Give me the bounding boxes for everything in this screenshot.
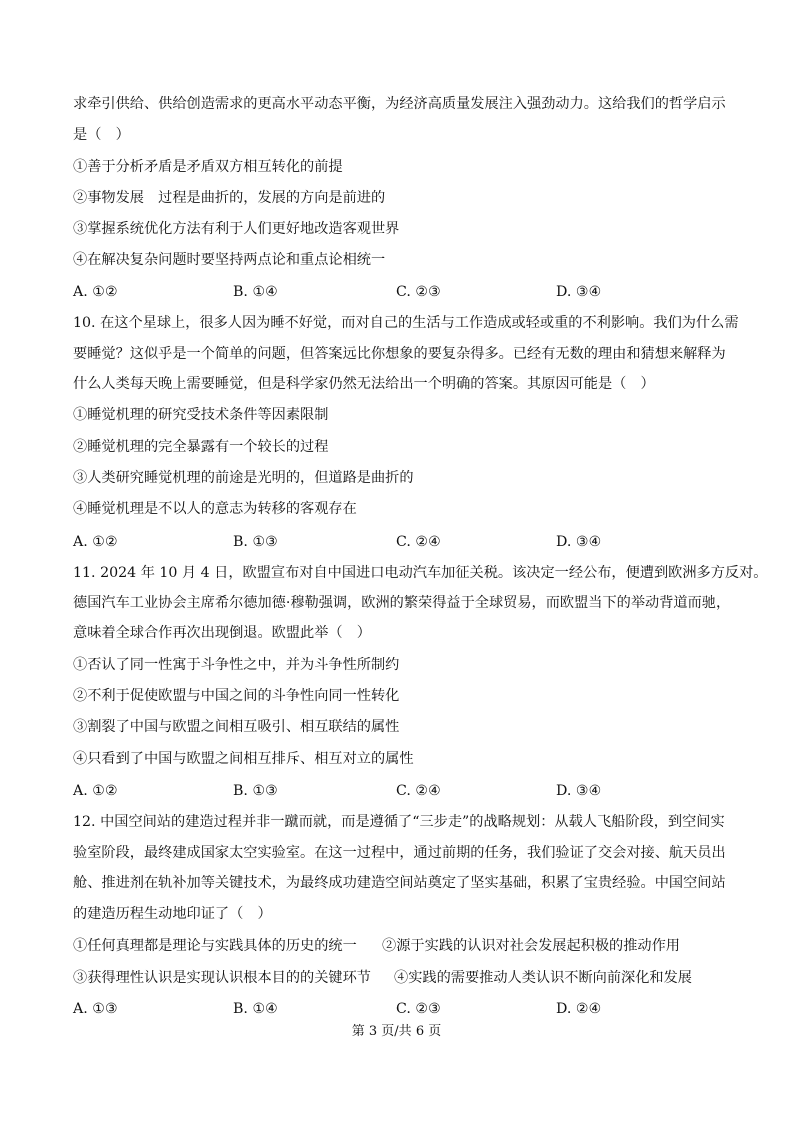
question-stem-line: 要睡觉？这似乎是一个简单的问题，但答案远比你想象的要复杂得多。已经有无数的理由和猜想来解释为 (73, 346, 726, 362)
question-stem-line: 是（ ） (73, 127, 130, 143)
option-d: D. ②④ (556, 1001, 602, 1017)
option-d: D. ③④ (556, 783, 602, 799)
option-b: B. ①④ (233, 284, 278, 300)
option-a: A. ①② (73, 534, 118, 550)
question-stem-line: 舱、推进剂在轨补加等关键技术，为最终成功建造空间站奠定了坚实基础，积累了宝贵经验。中国空间站 (73, 875, 726, 891)
statement-2: ②事物发展 过程是曲折的，发展的方向是前进的 (73, 190, 386, 206)
option-a: A. ①② (73, 284, 118, 300)
question-stem-line: 什么人类每天晚上需要睡觉，但是科学家仍然无法给出一个明确的答案。其原因可能是（ ） (73, 376, 655, 392)
question-stem-line: 意味着全球合作再次出现倒退。欧盟此举（ ） (73, 625, 371, 641)
question-stem-line: 10. 在这个星球上，很多人因为睡不好觉，而对自己的生活与工作造成或轻或重的不利影响。我们为什么需 (73, 315, 739, 331)
statement-2: ②睡觉机理的完全暴露有一个较长的过程 (73, 439, 329, 455)
statement-3: ③掌握系统优化方法有利于人们更好地改造客观世界 (73, 221, 400, 237)
option-a: A. ①② (73, 783, 118, 799)
statement-3: ③人类研究睡觉机理的前途是光明的，但道路是曲折的 (73, 470, 414, 486)
page-footer: 第 3 页/共 6 页 (351, 1024, 442, 1039)
option-d: D. ③④ (556, 534, 602, 550)
statement-1: ①否认了同一性寓于斗争性之中，并为斗争性所制约 (73, 657, 400, 673)
option-c: C. ②④ (396, 534, 441, 550)
question-stem-line: 11. 2024 年 10 月 4 日，欧盟宣布对自中国进口电动汽车加征关税。该决定一经公布，便遭到欧洲多方反对。 (73, 565, 768, 581)
statement-4: ④睡觉机理是不以人的意志为转移的客观存在 (73, 501, 357, 517)
statement-4: ④只看到了中国与欧盟之间相互排斥、相互对立的属性 (73, 751, 414, 767)
statement-1: ①睡觉机理的研究受技术条件等因素限制 (73, 407, 329, 423)
option-c: C. ②③ (396, 284, 441, 300)
question-stem-line: 验室阶段，最终建成国家太空实验室。在这一过程中，通过前期的任务，我们验证了交会对接、航天员出 (73, 845, 726, 861)
statement-3: ③获得理性认识是实现认识根本目的的关键环节 (73, 970, 371, 986)
statement-4: ④实践的需要推动人类认识不断向前深化和发展 (394, 970, 692, 986)
question-stem-line: 求牵引供给、供给创造需求的更高水平动态平衡，为经济高质量发展注入强劲动力。这给我们的哲学启示 (73, 96, 726, 112)
statement-1: ①善于分析矛盾是矛盾双方相互转化的前提 (73, 159, 343, 175)
statement-2: ②不利于促使欧盟与中国之间的斗争性向同一性转化 (73, 688, 400, 704)
question-stem-line: 12. 中国空间站的建造过程并非一蹴而就，而是遵循了“三步走”的战略规划：从载人飞船阶段，到空间实 (73, 814, 725, 830)
option-b: B. ①③ (233, 534, 278, 550)
option-b: B. ①③ (233, 783, 278, 799)
option-c: C. ②④ (396, 783, 441, 799)
statement-4: ④在解决复杂问题时要坚持两点论和重点论相统一 (73, 252, 386, 268)
statement-3: ③割裂了中国与欧盟之间相互吸引、相互联结的属性 (73, 719, 400, 735)
question-stem-line: 的建造历程生动地印证了（ ） (73, 906, 272, 922)
option-a: A. ①③ (73, 1001, 118, 1017)
question-stem-line: 德国汽车工业协会主席希尔德加德·穆勒强调，欧洲的繁荣得益于全球贸易，而欧盟当下的举动背道而驰， (73, 595, 731, 611)
option-c: C. ②③ (396, 1001, 441, 1017)
statement-2: ②源于实践的认识对社会发展起积极的推动作用 (382, 938, 680, 954)
statement-1: ①任何真理都是理论与实践具体的历史的统一 (73, 938, 357, 954)
option-b: B. ①④ (233, 1001, 278, 1017)
option-d: D. ③④ (556, 284, 602, 300)
